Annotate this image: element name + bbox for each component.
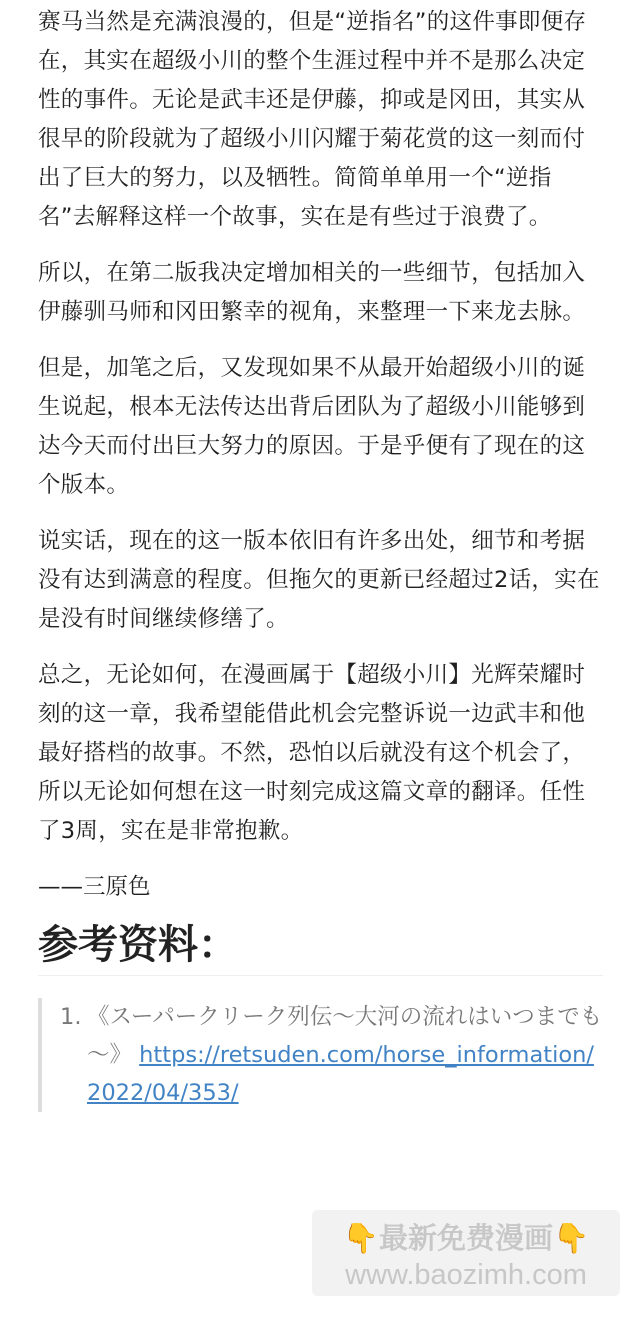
references-heading: 参考资料：	[38, 919, 603, 976]
paragraph: 说实话，现在的这一版本依旧有许多出处，细节和考据没有达到满意的程度。但拖欠的更新已经超过2话，实在是没有时间继续修缮了。	[38, 528, 600, 632]
reference-item	[60, 998, 603, 1112]
author-signature: ——三原色	[38, 874, 151, 900]
paragraph: 总之，无论如何，在漫画属于【超级小川】光辉荣耀时刻的这一章，我希望能借此机会完整诉说一边武丰和他最好搭档的故事。不然，恐怕以后就没有这个机会了，所以无论如何想在这一时刻完成这篇文章的翻译。任性了3周，实在是非常抱歉。	[38, 662, 586, 844]
reference-title: 《スーパークリーク列伝～大河の流れはいつまでも～》	[87, 1004, 603, 1068]
watermark-promo-text: 👇最新免费漫画👇	[342, 1221, 590, 1255]
reference-body	[87, 998, 603, 1112]
reference-link[interactable]: https://retsuden.com/horse_information/2022/04/353/	[87, 1042, 594, 1106]
references-blockquote	[38, 998, 603, 1112]
article-body	[38, 0, 603, 1112]
reference-number: 1.	[60, 1004, 82, 1030]
paragraph: 但是，加笔之后，又发现如果不从最开始超级小川的诞生说起，根本无法传达出背后团队为了超级小川能够到达今天而付出巨大努力的原因。于是乎便有了现在的这个版本。	[38, 355, 586, 498]
watermark-badge	[312, 1210, 620, 1296]
references-list	[60, 998, 603, 1112]
paragraph: 赛马当然是充满浪漫的，但是“逆指名”的这件事即便存在，其实在超级小川的整个生涯过程中并不是那么决定性的事件。无论是武丰还是伊藤，抑或是冈田，其实从很早的阶段就为了超级小川闪耀于菊花赏的这一刻而付出了巨大的努力，以及牺牲。简简单单用一个“逆指名”去解释这样一个故事，实在是有些过于浪费了。	[38, 9, 587, 230]
paragraph: 所以，在第二版我决定增加相关的一些细节，包括加入伊藤驯马师和冈田繁幸的视角，来整理一下来龙去脉。	[38, 260, 586, 325]
watermark-site-url: www.baozimh.com	[345, 1259, 587, 1291]
